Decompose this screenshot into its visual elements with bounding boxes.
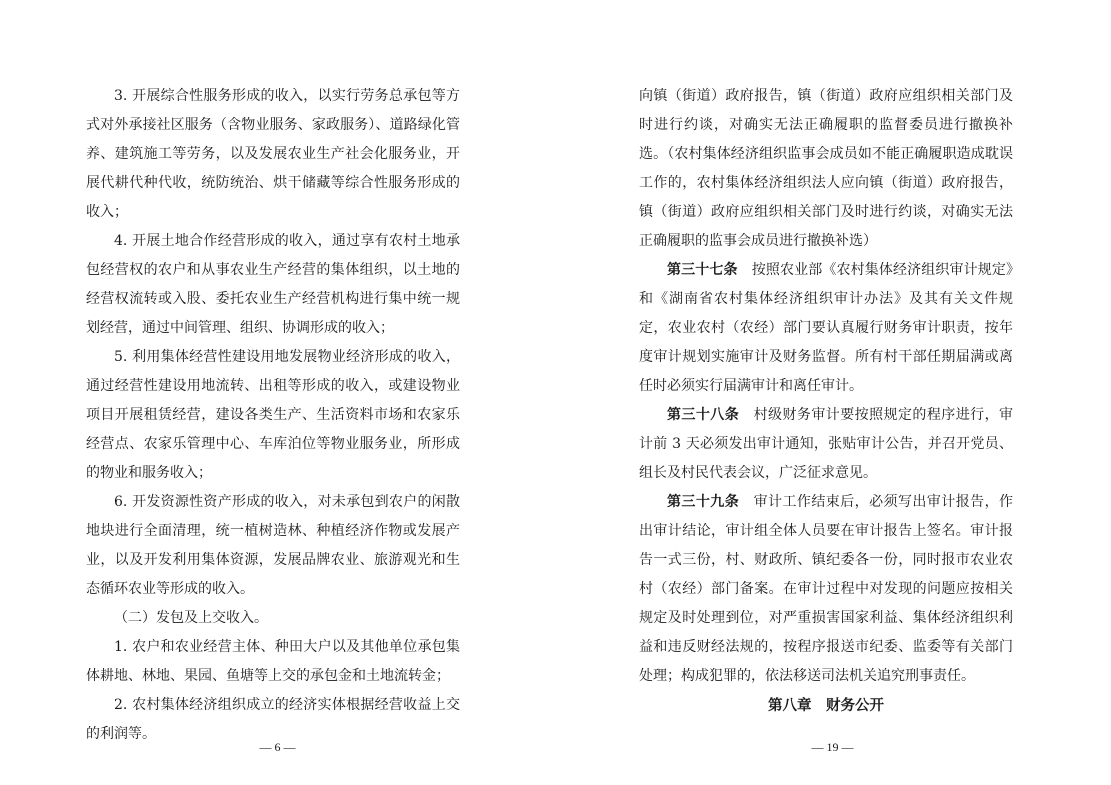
article-37-title: 第三十七条 bbox=[667, 262, 738, 278]
paragraph-item-3: 3. 开展综合性服务形成的收入，以实行劳务总承包等方式对外承接社区服务（含物业服务、家政服务）、道路绿化管养、建筑施工等劳务，以及发展农业生产社会化服务业，开展代耕代种代收，统防统治、烘干储藏等综合性服务形成的收入； bbox=[86, 88, 460, 220]
paragraph-item-6: 6. 开发资源性资产形成的收入，对未承包到农户的闲散地块进行全面清理，统一植树造林、种植经济作物或发展产业，以及开发利用集体资源，发展品牌农业、旅游观光和生态循环农业等形成的收入。 bbox=[86, 494, 460, 597]
article-39-text: 审计工作结束后，必须写出审计报告，作出审计结论，审计组全体人员要在审计报告上签名。审计报告一式三份，村、财政所、镇纪委各一份，同时报市农业农村（农经）部门备案。在审计过程中对发现的问题应按相关规定及时处理到位，对严重损害国家利益、集体经济组织利益和违反财经法规的，按程序报送市纪委、监委等有关部门处理；构成犯罪的，依法移送司法机关追究刑事责任。 bbox=[639, 494, 1014, 684]
article-37-text: 按照农业部《农村集体经济组织审计规定》和《湖南省农村集体经济组织审计办法》及其有关文件规定，农业农村（农经）部门要认真履行财务审计职责，按年度审计规划实施审计及财务监督。所有村干部任期届满或离任时必须实行届满审计和离任审计。 bbox=[639, 262, 1013, 394]
article-37 bbox=[639, 256, 1013, 401]
left-page-body bbox=[86, 82, 460, 749]
article-39-title: 第三十九条 bbox=[667, 494, 740, 510]
left-page bbox=[0, 0, 555, 785]
continuation-paragraph: 向镇（街道）政府报告，镇（街道）政府应组织相关部门及时进行约谈，对确实无法正确履职的监督委员进行撤换补选。（农村集体经济组织监事会成员如不能正确履职造成耽误工作的，农村集体经济组织法人应向镇（街道）政府报告，镇（街道）政府应组织相关部门及时进行约谈，对确实无法正确履职的监事会成员进行撤换补选） bbox=[639, 88, 1013, 249]
paragraph-item-4: 4. 开展土地合作经营形成的收入，通过享有农村土地承包经营权的农户和从事农业生产经营的集体组织，以土地的经营权流转或入股、委托农业生产经营机构进行集中统一规划经营，通过中间管理、组织、协调形成的收入； bbox=[86, 233, 460, 336]
section-heading-contract-income: （二）发包及上交收入。 bbox=[114, 610, 268, 626]
right-page bbox=[555, 0, 1110, 785]
article-39 bbox=[639, 488, 1013, 691]
right-page-body bbox=[639, 82, 1013, 720]
paragraph-item-5: 5. 利用集体经营性建设用地发展物业经济形成的收入，通过经营性建设用地流转、出租等形成的收入，或建设物业项目开展租赁经营，建设各类生产、生活资料市场和农家乐经营点、农家乐管理中心、车库泊位等物业服务业，所形成的物业和服务收入； bbox=[86, 349, 460, 481]
page-number-left: — 6 — bbox=[259, 740, 296, 754]
paragraph-subitem-2: 2. 农村集体经济组织成立的经济实体根据经营收益上交的利润等。 bbox=[86, 697, 460, 742]
paragraph-subitem-1: 1. 农户和农业经营主体、种田大户以及其他单位承包集体耕地、林地、果园、鱼塘等上交的承包金和土地流转金； bbox=[86, 639, 460, 684]
page-number-right: — 19 — bbox=[811, 740, 854, 754]
article-38 bbox=[639, 401, 1013, 488]
article-38-text: 村级财务审计要按照规定的程序进行，审计前 3 天必须发出审计通知，张贴审计公告，并召开党员、组长及村民代表会议，广泛征求意见。 bbox=[639, 407, 1014, 481]
article-38-title: 第三十八条 bbox=[667, 407, 740, 423]
chapter-heading: 第八章 财务公开 bbox=[768, 697, 884, 714]
